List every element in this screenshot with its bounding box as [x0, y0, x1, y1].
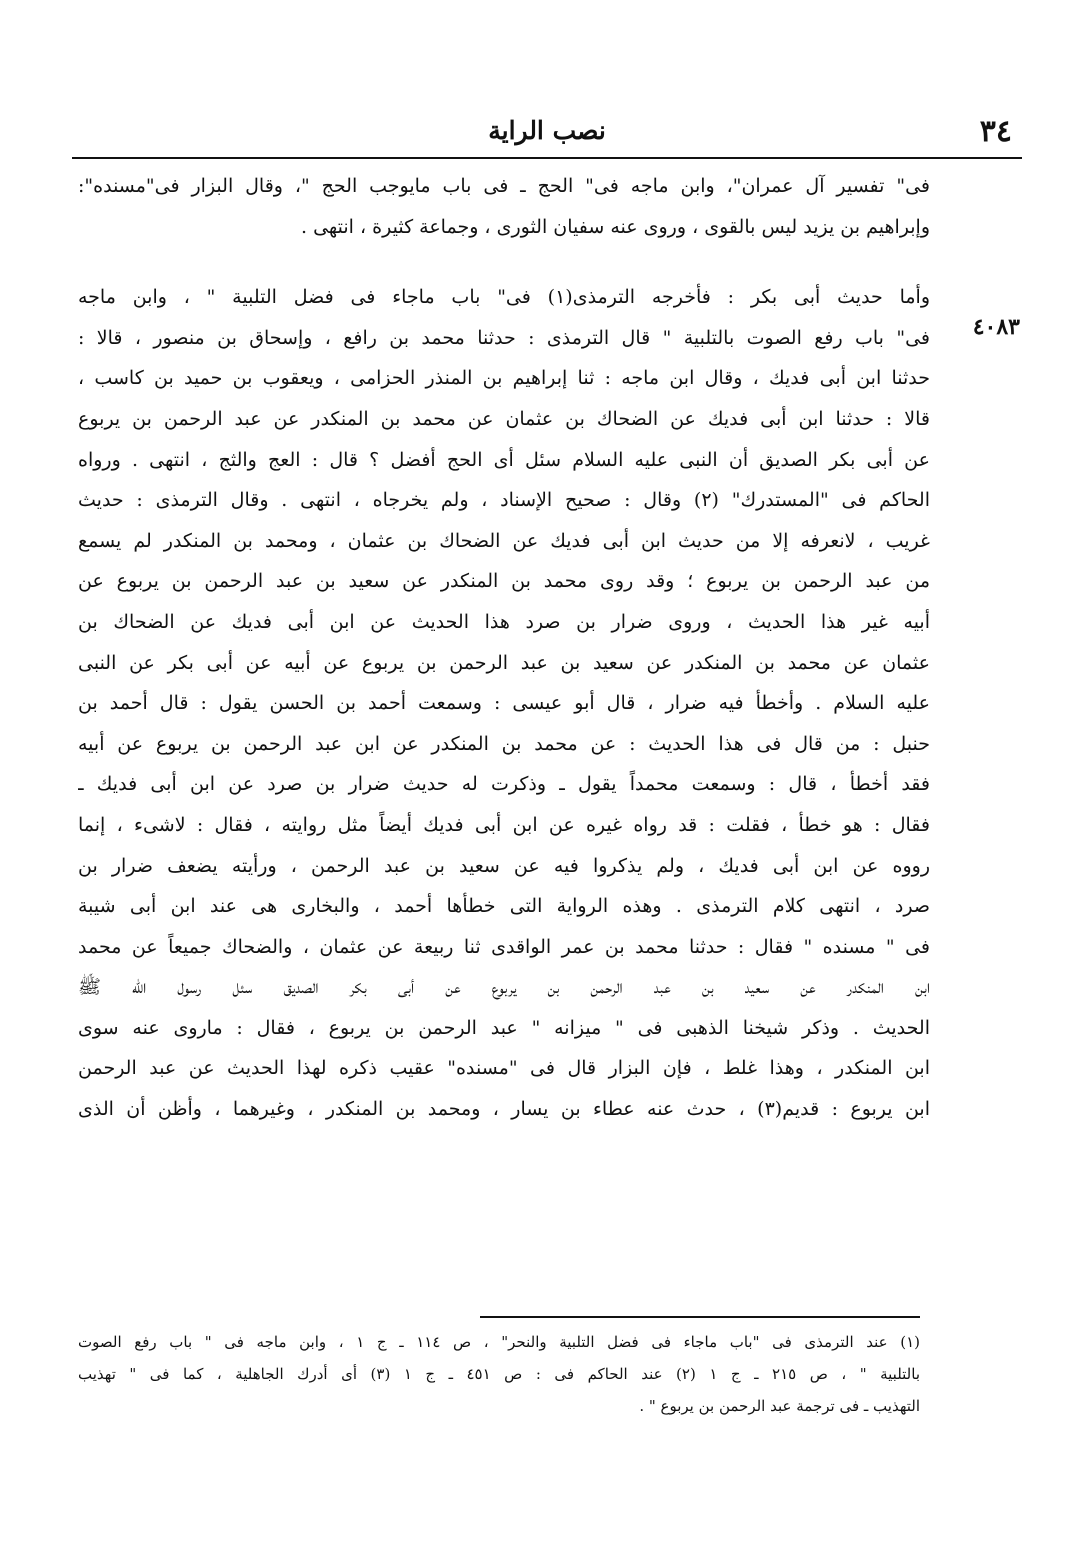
text-line: أبيه غير هذا الحديث ، وروى ضرار بن صرد هذا الحديث عن ابن أبى فديك عن الضحاك بن [78, 610, 930, 633]
text-line: من عبد الرحمن بن يربوع ؛ وقد روى محمد بن المنكدر عن سعيد بن عبد الرحمن بن يربوع عن [78, 570, 930, 593]
main-text [78, 166, 930, 1130]
text-line: قالا : حدثنا ابن أبى فديك عن الضحاك بن عثمان عن محمد بن المنكدر عن عبد الرحمن بن يربوع [78, 407, 930, 430]
text-line: ابن المنكدر عن سعيد بن عبد الرحمن بن يربوع عن أبى بكر الصديق سئل رسول الله ﷺ [78, 976, 930, 999]
footnotes [78, 1326, 920, 1422]
text-line: فقال : هو خطأ ، فقلت : قد رواه غيره عن ابن أبى فديك أيضاً مثل روايته ، فقال : لاشىء ، إنما [78, 813, 930, 836]
text-line: عن أبى بكر الصديق أن النبى عليه السلام سئل أى الحج أفضل ؟ قال : العج والثج ، انتهى . ورواه [78, 448, 930, 471]
text-line: عليه السلام . وأخطأ فيه ضرار ، قال أبو عيسى : وسمعت أحمد بن الحسن يقول : قال أحمد بن [78, 692, 930, 715]
text-line: ابن يربوع : قديم(٣) ، حدث عنه عطاء بن يسار ، ومحمد بن المنكدر ، وغيرهما ، وأظن أن الذى [78, 1098, 930, 1121]
text-line: رووه عن ابن أبى فديك ، ولم يذكروا فيه عن سعيد بن عبد الرحمن ، ورأيته يضعف ضرار بن [78, 854, 930, 877]
paragraph-gap [78, 247, 930, 277]
page-header [72, 108, 1022, 148]
text-line: عثمان عن محمد بن المنكدر عن سعيد بن عبد الرحمن بن يربوع عن أبيه عن أبى بكر عن النبى [78, 651, 930, 674]
text-line: فى " مسنده " فقال : حدثنا محمد بن عمر الواقدى ثنا ربيعة عن عثمان ، والضحاك جميعاً عن محمد [78, 935, 930, 958]
hadith-number: ٤٠٨٣ [972, 314, 1020, 340]
text-line: ابن المنكدر ، وهذا غلط ، فإن البزار قال فى "مسنده" عقيب ذكره لهذا الحديث عن عبد الرحمن [78, 1057, 930, 1080]
text-line: حدثنا ابن أبى فديك ، وقال ابن ماجه : ثنا إبراهيم بن المنذر الحزامى ، ويعقوب بن حميد بن كاسب ، [78, 367, 930, 390]
header-rule [72, 157, 1022, 159]
text-line: فى" تفسير آل عمران"، وابن ماجه فى" الحج ـ فى باب مايوجب الحج "، وقال البزار فى"مسنده": [78, 175, 930, 197]
text-line: صرد ، انتهى كلام الترمذى . وهذه الرواية التى خطأها أحمد ، والبخارى هى عند ابن أبى شيبة [78, 895, 930, 918]
footnote-line: (١) عند الترمذى فى "باب ماجاء فى فضل التلبية والنحر" ، ص ١١٤ ـ ج ١ ، وابن ماجه فى " باب رفع الصوت [78, 1333, 920, 1351]
footnote-rule [480, 1316, 920, 1318]
text-line: غريب ، لانعرفه إلا من حديث ابن أبى فديك عن الضحاك بن عثمان ، ومحمد بن المنكدر لم يسمع [78, 529, 930, 552]
text-line: فى" باب رفع الصوت بالتلبية " قال الترمذى : حدثنا محمد بن رافع ، وإسحاق بن منصور ، قالا : [78, 326, 930, 349]
footnote-line: بالتلبية " ، ص ٢١٥ ـ ج ١ (٢) عند الحاكم فى : ص ٤٥١ ـ ج ١ (٣) أى أدرك الجاهلية ، كما فى " تهذيب [78, 1365, 920, 1383]
text-line: حنبل : من قال فى هذا الحديث : عن محمد بن المنكدر عن ابن عبد الرحمن بن يربوع عن أبيه [78, 732, 930, 755]
text-line: وإبراهيم بن يزيد ليس بالقوى ، وروى عنه سفيان الثورى ، وجماعة كثيرة ، انتهى . [300, 215, 930, 238]
footnote-line: التهذيب ـ فى ترجمة عبد الرحمن بن يربوع " . [639, 1397, 920, 1415]
text-line: الحديث . وذكر شيخنا الذهبى فى " ميزانه " عبد الرحمن بن يربوع ، فقال : ماروى عنه سوى [78, 1016, 930, 1039]
text-line: فقد أخطأ ، قال : وسمعت محمداً يقول ـ وذكرت له حديث ضرار بن صرد عن ابن أبى فديك ـ [78, 773, 930, 796]
text-line: وأما حديث أبى بكر : فأخرجه الترمذى(١) فى" باب ماجاء فى فضل التلبية " ، وابن ماجه [78, 286, 930, 309]
text-line: الحاكم فى "المستدرك" (٢) وقال : صحيح الإسناد ، ولم يخرجاه ، انتهى . وقال الترمذى : حديث [78, 489, 930, 512]
page-number: ٣٤ [979, 114, 1012, 149]
running-title: نصب الراية [488, 116, 606, 145]
